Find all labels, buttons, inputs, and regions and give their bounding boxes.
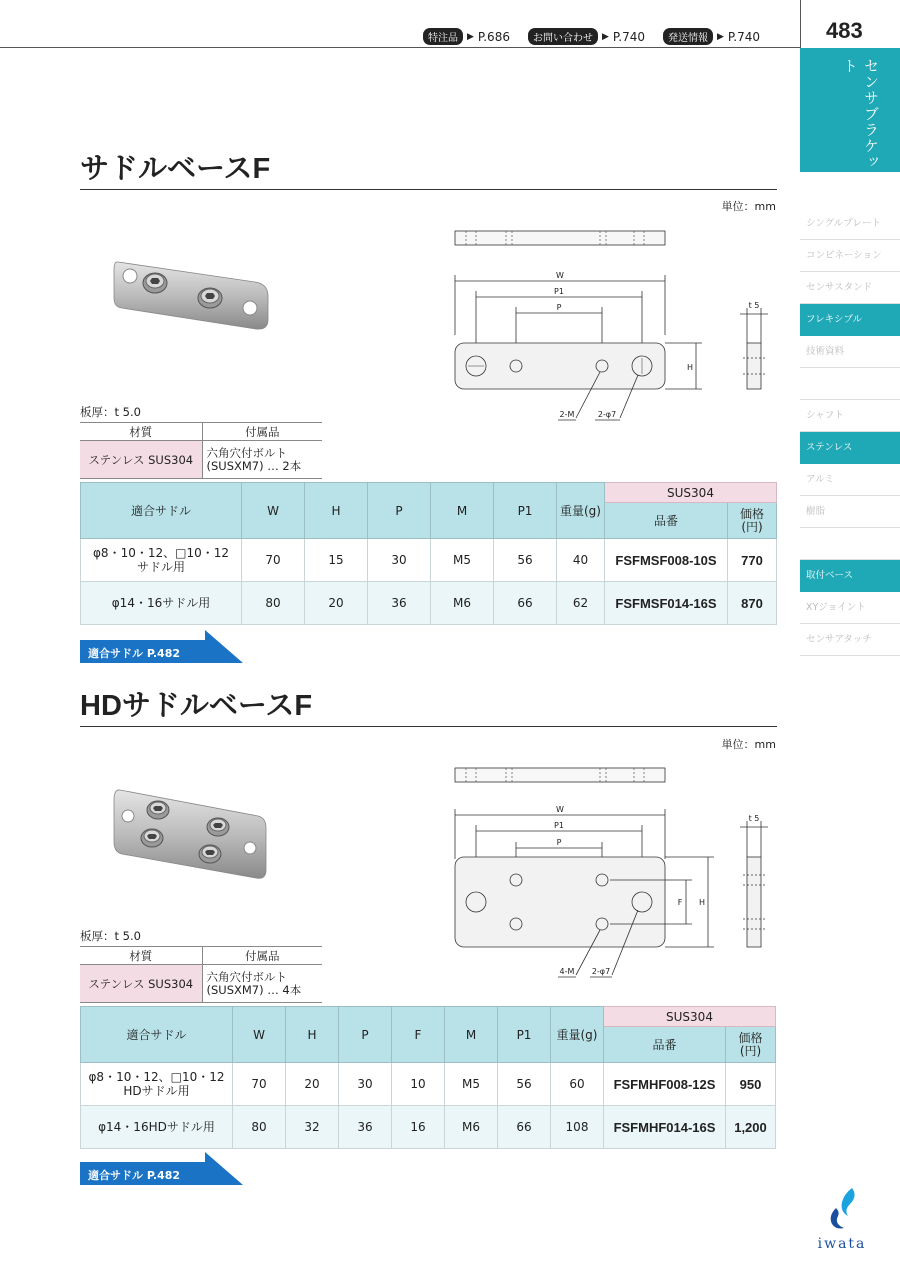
spec-table: [80, 482, 777, 625]
col-f: F: [392, 1007, 445, 1063]
sidebar-item-mount-base[interactable]: 取付ベース: [800, 560, 900, 592]
dim-h: H: [698, 898, 706, 907]
cell-weight: 60: [551, 1063, 604, 1106]
material-header: 材質: [80, 423, 202, 441]
sidebar-item-single-plate[interactable]: シングルプレート: [800, 208, 900, 240]
header-refs: [411, 28, 760, 45]
cell-p1: 56: [494, 539, 557, 582]
cell-fit: φ14・16サドル用: [81, 582, 242, 625]
cell-w: 80: [233, 1106, 286, 1149]
dim-p: P: [556, 838, 562, 847]
cell-part: FSFMSF014-16S: [605, 582, 728, 625]
cell-p1: 66: [494, 582, 557, 625]
accessory-value: [202, 965, 322, 1003]
product-photo: [110, 782, 270, 882]
ref-tag: 特注品: [423, 28, 463, 45]
material-header: 材質: [80, 947, 202, 965]
technical-drawing: [440, 755, 785, 985]
page-header: [0, 0, 900, 48]
dim-p1: P1: [554, 821, 564, 830]
col-h: H: [286, 1007, 339, 1063]
col-sus304: SUS304: [604, 1007, 776, 1027]
section-title: サドルベースF: [80, 146, 777, 190]
technical-drawing: [440, 215, 785, 430]
col-price: 価格 (円): [728, 503, 777, 539]
sidebar-category-label: センサブラケット: [841, 58, 880, 170]
material-table: [80, 422, 322, 479]
cell-w: 70: [242, 539, 305, 582]
ref-custom[interactable]: [423, 28, 510, 45]
sidebar-item-sensor-attach[interactable]: センサアタッチ: [800, 624, 900, 656]
col-price: 価格 (円): [726, 1027, 776, 1063]
cell-part: FSFMSF008-10S: [605, 539, 728, 582]
ref-page: P.740: [727, 29, 760, 44]
thickness-label: 板厚：t 5.0: [80, 929, 141, 943]
cell-fit: φ8・10・12、□10・12 サドル用: [81, 539, 242, 582]
cell-fit: φ14・16HDサドル用: [81, 1106, 233, 1149]
company-logo: [812, 1186, 872, 1252]
cell-part: FSFMHF014-16S: [604, 1106, 726, 1149]
col-h: H: [305, 483, 368, 539]
cell-p: 36: [368, 582, 431, 625]
col-p: P: [368, 483, 431, 539]
sidebar-spacer: [800, 368, 900, 400]
dim-p: P: [556, 303, 562, 312]
header-divider: [0, 47, 800, 48]
ref-tag: お問い合わせ: [528, 28, 598, 45]
cell-f: 16: [392, 1106, 445, 1149]
ref-page: P.740: [612, 29, 645, 44]
cell-m: M5: [431, 539, 494, 582]
sidebar-item-sensor-stand[interactable]: センサスタンド: [800, 272, 900, 304]
material-table: [80, 946, 322, 1003]
cell-p1: 56: [498, 1063, 551, 1106]
col-part: 品番: [605, 503, 728, 539]
sidebar-item-xy-joint[interactable]: XYジョイント: [800, 592, 900, 624]
ref-page: P.686: [477, 29, 510, 44]
cell-fit: φ8・10・12、□10・12 HDサドル用: [81, 1063, 233, 1106]
col-p: P: [339, 1007, 392, 1063]
col-sus304: SUS304: [605, 483, 777, 503]
cell-h: 20: [305, 582, 368, 625]
cell-weight: 108: [551, 1106, 604, 1149]
dim-p1: P1: [554, 287, 564, 296]
sidebar-item-stainless[interactable]: ステンレス: [800, 432, 900, 464]
header-vertical-divider: [800, 0, 801, 48]
dim-t: t 5: [748, 814, 760, 823]
col-weight: 重量(g): [551, 1007, 604, 1063]
cell-weight: 40: [557, 539, 605, 582]
col-fit: 適合サドル: [81, 483, 242, 539]
hole-phi: 2-φ7: [597, 410, 617, 419]
dim-w: W: [556, 271, 564, 280]
cell-w: 80: [242, 582, 305, 625]
col-weight: 重量(g): [557, 483, 605, 539]
sidebar-item-flexible[interactable]: フレキシブル: [800, 304, 900, 336]
sidebar-item-tech-docs[interactable]: 技術資料: [800, 336, 900, 368]
col-p1: P1: [498, 1007, 551, 1063]
col-w: W: [242, 483, 305, 539]
cell-part: FSFMHF008-12S: [604, 1063, 726, 1106]
cell-h: 32: [286, 1106, 339, 1149]
col-part: 品番: [604, 1027, 726, 1063]
sidebar-nav: [800, 208, 900, 656]
saddle-link-badge[interactable]: [80, 1152, 245, 1186]
cell-m: M6: [445, 1106, 498, 1149]
hole-m: 2-M: [559, 410, 575, 419]
sidebar-category: [800, 48, 900, 172]
accessory-line: (SUSXM7) … 4本: [206, 982, 302, 997]
col-w: W: [233, 1007, 286, 1063]
spec-table: [80, 1006, 776, 1149]
thickness-label: 板厚：t 5.0: [80, 405, 141, 419]
dim-w: W: [556, 805, 564, 814]
sidebar-item-aluminum[interactable]: アルミ: [800, 464, 900, 496]
cell-weight: 62: [557, 582, 605, 625]
cell-price: 870: [728, 582, 777, 625]
cell-p: 30: [368, 539, 431, 582]
unit-label: 単位：mm: [721, 738, 776, 751]
col-p1: P1: [494, 483, 557, 539]
unit-label: 単位：mm: [721, 200, 776, 213]
cell-h: 15: [305, 539, 368, 582]
ref-tag: 発送情報: [663, 28, 713, 45]
accessory-line: (SUSXM7) … 2本: [206, 458, 302, 473]
accessory-line: 六角穴付ボルト: [206, 969, 287, 984]
ref-inquiry[interactable]: [528, 28, 645, 45]
cell-w: 70: [233, 1063, 286, 1106]
dim-t: t 5: [748, 301, 760, 310]
triangle-right-icon: ▶: [601, 31, 609, 42]
badge-label: 適合サドル P.482: [88, 1169, 181, 1182]
droplet-logo-icon: [822, 1186, 862, 1232]
dim-h: H: [686, 363, 694, 372]
dim-f: F: [677, 898, 683, 907]
accessory-line: 六角穴付ボルト: [206, 445, 287, 460]
ref-shipping[interactable]: [663, 28, 760, 45]
page-number: 483: [826, 18, 863, 43]
badge-label: 適合サドル P.482: [88, 647, 181, 660]
accessory-value: [202, 441, 322, 479]
hole-m: 4-M: [559, 967, 575, 976]
col-m: M: [431, 483, 494, 539]
cell-p1: 66: [498, 1106, 551, 1149]
cell-price: 950: [726, 1063, 776, 1106]
triangle-right-icon: ▶: [466, 31, 474, 42]
cell-m: M6: [431, 582, 494, 625]
cell-h: 20: [286, 1063, 339, 1106]
accessory-header: 付属品: [202, 423, 322, 441]
hole-phi: 2-φ7: [591, 967, 611, 976]
cell-p: 30: [339, 1063, 392, 1106]
product-photo: [110, 250, 270, 335]
sidebar-item-shaft[interactable]: シャフト: [800, 400, 900, 432]
table-row: [81, 1106, 776, 1149]
saddle-link-badge[interactable]: [80, 630, 245, 664]
accessory-header: 付属品: [202, 947, 322, 965]
cell-p: 36: [339, 1106, 392, 1149]
sidebar-spacer: [800, 528, 900, 560]
cell-price: 1,200: [726, 1106, 776, 1149]
col-fit: 適合サドル: [81, 1007, 233, 1063]
table-row: [81, 539, 777, 582]
section-title: HDサドルベースF: [80, 683, 777, 727]
logo-wordmark: iwata: [817, 1236, 867, 1252]
table-row: [81, 582, 777, 625]
sidebar-item-combination[interactable]: コンビネーション: [800, 240, 900, 272]
cell-f: 10: [392, 1063, 445, 1106]
triangle-right-icon: ▶: [716, 31, 724, 42]
sidebar-item-resin[interactable]: 樹脂: [800, 496, 900, 528]
cell-price: 770: [728, 539, 777, 582]
col-m: M: [445, 1007, 498, 1063]
material-value: ステンレス SUS304: [80, 441, 202, 479]
table-row: [81, 1063, 776, 1106]
cell-m: M5: [445, 1063, 498, 1106]
material-value: ステンレス SUS304: [80, 965, 202, 1003]
